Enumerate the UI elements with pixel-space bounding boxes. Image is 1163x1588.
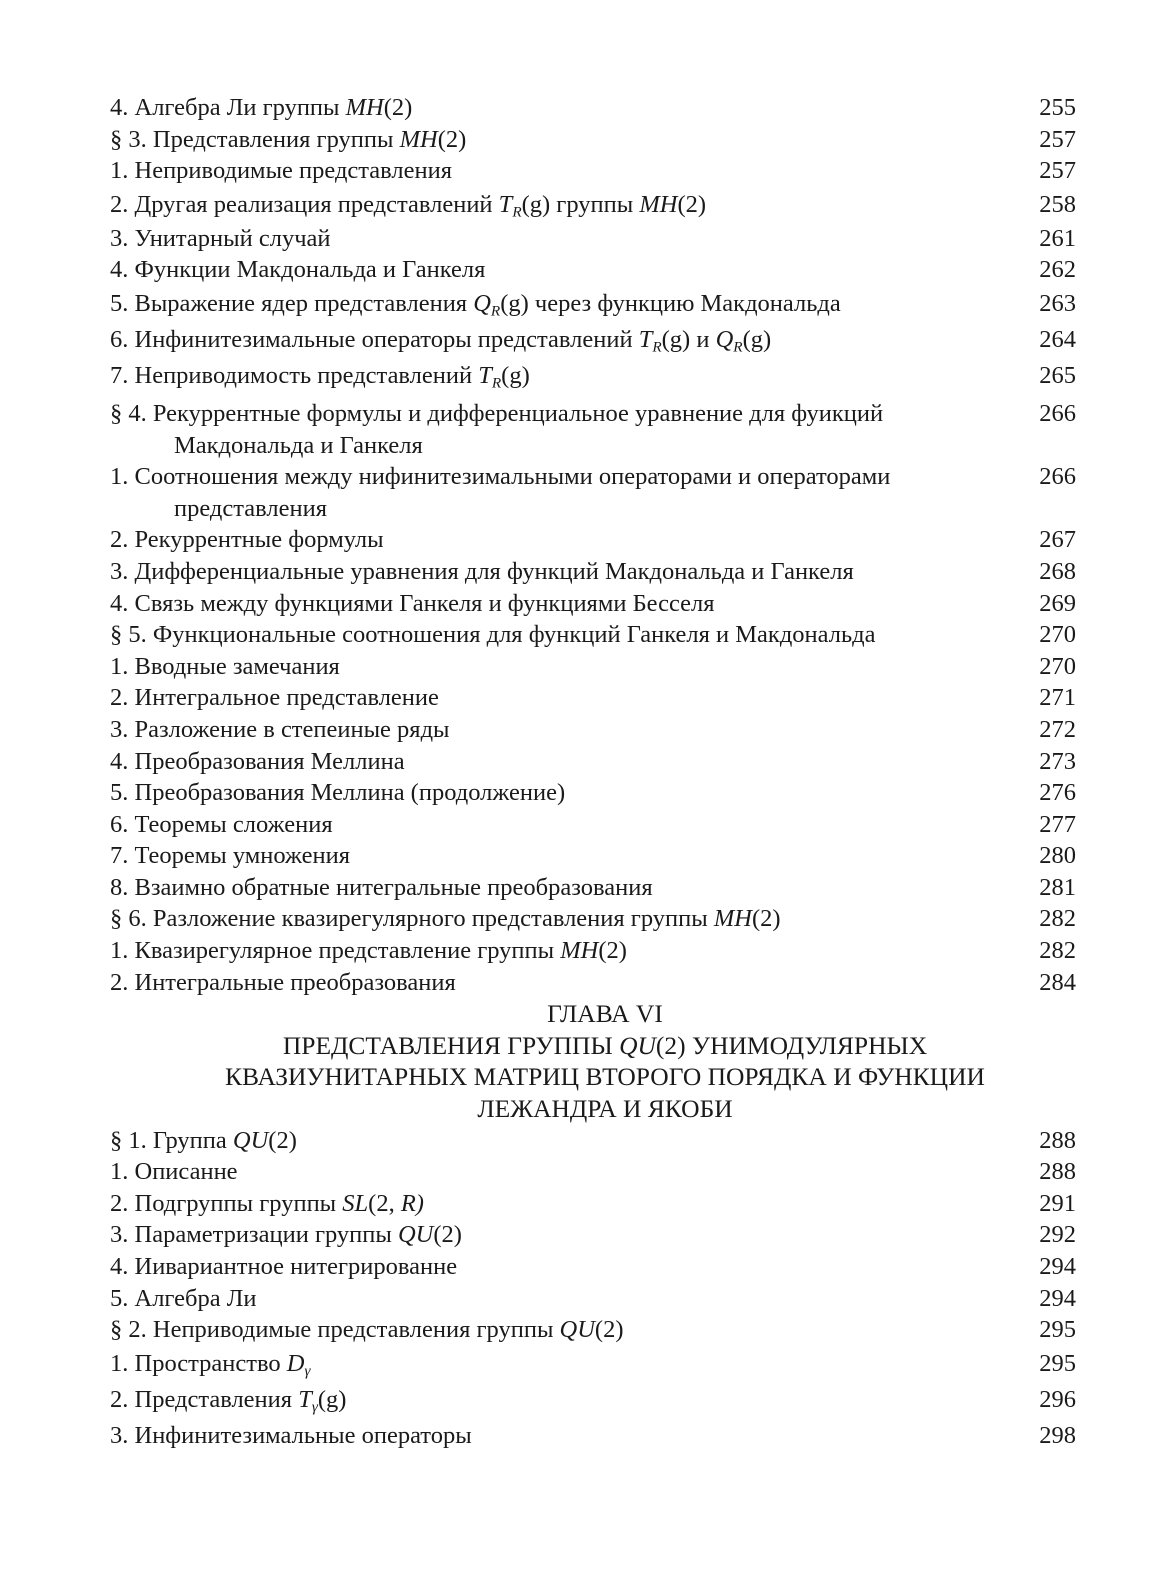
toc-entry-title: 4. Алгебра Ли группы MH(2) [110, 94, 413, 121]
toc-entry-title: 4. Преобразования Меллина [110, 747, 405, 775]
chapter-heading [110, 998, 1100, 1124]
toc-entry-title: 6. Инфинитезимальные операторы представлений $T_R(g)$ и $Q_R(g)$ [110, 325, 772, 356]
toc-page-number: 270 [1039, 652, 1076, 680]
toc-page-number: 277 [1039, 810, 1076, 838]
toc-entry-title: § 2. Неприводимые представления группы QU(2) [110, 1316, 624, 1344]
toc-entry [110, 1219, 1076, 1251]
toc-entry-title: § 6. Разложение квазирегулярного представления группы MH(2) [110, 905, 781, 933]
toc-page-number: 272 [1039, 715, 1076, 743]
toc-page-number: 269 [1039, 589, 1076, 617]
toc-entry-title: 1. Описанне [110, 1158, 238, 1186]
toc-entry-title: 1. Вводные замечания [110, 652, 340, 680]
toc-page-number: 273 [1039, 747, 1076, 775]
toc-entry-title: 3. Параметризации группы QU(2) [110, 1221, 462, 1249]
toc-page-number: 270 [1039, 621, 1076, 649]
toc-entry-title: 3. Дифференциальные уравнения для функций Макдональда и Ганкеля [110, 557, 854, 585]
toc-entry [110, 92, 1076, 124]
toc-entry-title: 4. Функции Макдональда и Ганкеля [110, 256, 486, 284]
toc-entry-title: 2. Интегральные преобразования [110, 968, 456, 996]
toc-entry-title: 7. Неприводимость представлений $T_R(g)$ [110, 361, 530, 392]
toc-entry [110, 588, 1076, 620]
toc-section [110, 398, 1076, 461]
toc-entry-title: 5. Преобразования Меллина (продолжение) [110, 779, 566, 807]
toc-page-number: 295 [1039, 1316, 1076, 1344]
toc-entry-title: 5. Выражение ядер представления $Q_R(g)$ через функцию Макдональда [110, 289, 841, 320]
toc-page-number: 262 [1039, 256, 1076, 284]
toc-section [110, 903, 1076, 935]
toc-entry [110, 840, 1076, 872]
toc-page-number: 266 [1039, 399, 1076, 427]
toc-entry [110, 286, 1076, 322]
toc-entry [110, 524, 1076, 556]
toc-entry-title: 2. Подгруппы группы SL(2, R) [110, 1189, 424, 1217]
toc-page-number: 271 [1039, 684, 1076, 712]
toc-entry-title: 1. Квазирегулярное представление группы MH(2) [110, 937, 627, 965]
toc-page-number: 294 [1039, 1253, 1076, 1280]
toc-page-number: 288 [1039, 1126, 1076, 1154]
chapter-label: ГЛАВА VI [547, 999, 663, 1029]
toc-page-number: 268 [1039, 557, 1076, 585]
toc-entry-title: 1. Неприводимые представления [110, 157, 452, 185]
toc-page-number: 263 [1039, 289, 1076, 317]
toc-section [110, 1314, 1076, 1346]
toc-page-number: 257 [1039, 125, 1076, 153]
toc-page-number: 267 [1039, 526, 1076, 554]
toc-entry-title: 4. Иивариантное нитегрированне [110, 1253, 458, 1280]
toc-entry [110, 714, 1076, 746]
toc-entry-title: 3. Унитарный случай [110, 224, 331, 252]
toc-entry [110, 358, 1076, 394]
toc-page-number: 281 [1039, 873, 1076, 901]
toc-entry [110, 1382, 1076, 1418]
toc-entry-title: 2. Представления $T_\gamma(g)$ [110, 1385, 347, 1416]
toc-entry [110, 322, 1076, 358]
toc-section [110, 124, 1076, 156]
toc-page-number: 298 [1039, 1421, 1076, 1449]
toc-entry-title: 7. Теоремы умножения [110, 842, 351, 870]
toc-entry-title: 1. Пространство $D_\gamma$ [110, 1349, 311, 1380]
chapter-title-line-1: ПРЕДСТАВЛЕНИЯ ГРУППЫ QU(2) УНИМОДУЛЯРНЫХ [282, 1030, 928, 1060]
toc-entry-title: 4. Связь между функциями Ганкеля и функциями Бесселя [110, 589, 715, 617]
toc-page-number: 261 [1039, 224, 1076, 252]
toc-entry [110, 155, 1076, 187]
toc-entry [110, 1156, 1076, 1188]
toc-page-number: 280 [1039, 842, 1076, 870]
chapter-title-line-3: ЛЕЖАНДРА И ЯКОБИ [477, 1094, 733, 1124]
toc-entry [110, 746, 1076, 778]
table-of-contents [110, 92, 1076, 1454]
toc-section [110, 1125, 1076, 1157]
toc-page-number: 296 [1039, 1385, 1076, 1413]
toc-entry-title: 3. Разложение в степеиные ряды [110, 715, 450, 743]
toc-entry [110, 682, 1076, 714]
toc-entry-title: 2. Интегральное представление [110, 684, 439, 712]
toc-page-number: 294 [1039, 1284, 1076, 1312]
toc-entry [110, 1418, 1076, 1454]
toc-entry [110, 809, 1076, 841]
toc-entry [110, 461, 1076, 524]
toc-entry-title: 1. Соотношения между нифинитезимальными операторами и операторами представления [110, 463, 891, 522]
toc-entry [110, 1346, 1076, 1382]
toc-entry-title: 6. Теоремы сложения [110, 810, 333, 838]
toc-entry-title: 2. Другая реализация представлений $T_R(g)$ группы MH(2) [110, 190, 707, 221]
toc-page-number: 264 [1039, 325, 1076, 353]
toc-page-number: 276 [1039, 779, 1076, 807]
toc-entry [110, 651, 1076, 683]
toc-entry [110, 187, 1076, 223]
toc-entry-title: § 3. Представления группы MH(2) [110, 125, 467, 153]
toc-entry [110, 935, 1076, 967]
toc-entry [110, 1251, 1076, 1283]
toc-entry-title: § 4. Рекуррентные формулы и дифференциальное уравнение для фуикций Макдональда и Ганкеля [110, 399, 884, 459]
toc-entry [110, 967, 1076, 999]
toc-entry-title: § 1. Группа QU(2) [110, 1126, 297, 1154]
toc-entry [110, 777, 1076, 809]
toc-entry-title: § 5. Функциональные соотношения для функций Ганкеля и Макдональда [110, 621, 876, 649]
toc-page-number: 257 [1039, 157, 1076, 185]
chapter-title-line-2: КВАЗИУНИТАРНЫХ МАТРИЦ ВТОРОГО ПОРЯДКА И ФУНКЦИИ [225, 1062, 985, 1092]
toc-entry [110, 1283, 1076, 1315]
toc-page-number: 284 [1039, 968, 1076, 996]
toc-page-number: 258 [1039, 190, 1076, 218]
toc-entry [110, 872, 1076, 904]
toc-entry [110, 1188, 1076, 1220]
toc-page-number: 266 [1039, 463, 1076, 491]
toc-entry-title: 5. Алгебра Ли [110, 1284, 257, 1312]
toc-entry-title: 8. Взаимно обратные нитегральные преобразования [110, 873, 653, 901]
toc-page-number: 282 [1039, 937, 1076, 965]
toc-page-number: 295 [1039, 1349, 1076, 1377]
toc-section [110, 619, 1076, 651]
toc-page-number: 288 [1039, 1158, 1076, 1186]
toc-entry-title: 3. Инфинитезимальные операторы [110, 1421, 472, 1449]
toc-page-number: 282 [1039, 905, 1076, 933]
toc-page-number: 265 [1039, 361, 1076, 389]
toc-entry [110, 254, 1076, 286]
toc-page-number: 292 [1039, 1221, 1076, 1249]
toc-page-number: 291 [1039, 1189, 1076, 1217]
toc-entry [110, 223, 1076, 255]
toc-page-number: 255 [1039, 94, 1076, 121]
toc-entry [110, 556, 1076, 588]
toc-entry-title: 2. Рекуррентные формулы [110, 526, 384, 554]
